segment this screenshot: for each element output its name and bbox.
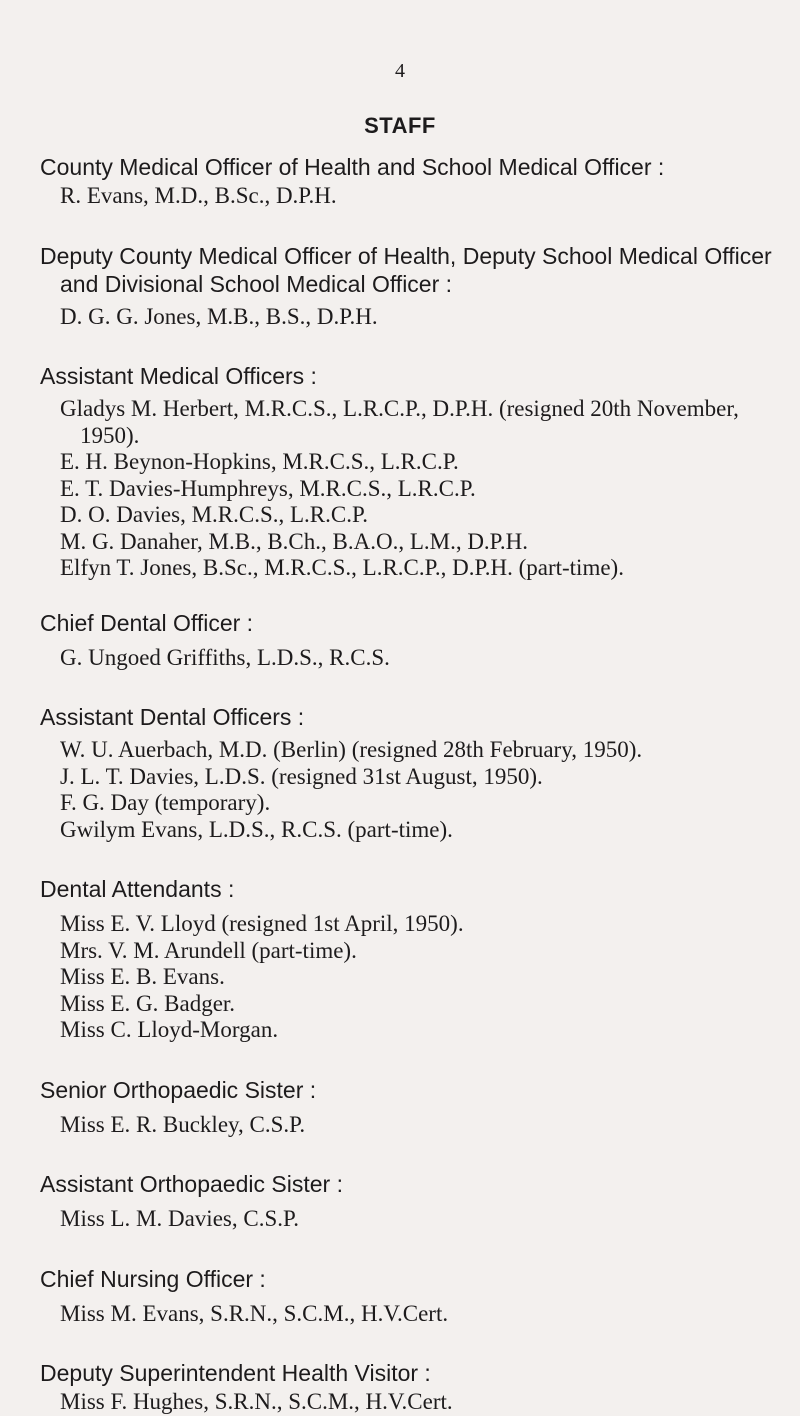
- page-title: STAFF: [364, 113, 436, 138]
- staff-entry: Miss F. Hughes, S.R.N., S.C.M., H.V.Cert.: [60, 1389, 453, 1414]
- section-heading: Assistant Dental Officers :: [40, 704, 305, 730]
- section-heading: Deputy Superintendent Health Visitor :: [40, 1360, 431, 1386]
- section-chief-nursing-officer: [40, 1265, 792, 1328]
- section-heading: County Medical Officer of Health and School Medical Officer :: [40, 154, 665, 180]
- staff-entry: Miss L. M. Davies, C.S.P.: [60, 1206, 299, 1231]
- section-senior-orthopaedic-sister: [40, 1076, 792, 1139]
- section-assistant-medical-officers: [40, 362, 792, 582]
- staff-entry: Miss E. V. Lloyd (resigned 1st April, 1950).: [60, 911, 464, 936]
- staff-entry: Elfyn T. Jones, B.Sc., M.R.C.S., L.R.C.P., D.P.H. (part-time).: [60, 555, 624, 580]
- section-deputy-county-medical-officer: [40, 242, 792, 331]
- staff-entry: Miss C. Lloyd-Morgan.: [60, 1017, 279, 1042]
- section-heading: Assistant Medical Officers :: [40, 363, 317, 389]
- section-heading: Chief Dental Officer :: [40, 609, 254, 636]
- staff-entry: J. L. T. Davies, L.D.S. (resigned 31st August, 1950).: [60, 763, 543, 789]
- page-number: 4: [395, 60, 405, 82]
- staff-entry: E. T. Davies-Humphreys, M.R.C.S., L.R.C.P.: [60, 475, 476, 501]
- staff-entry: F. G. Day (temporary).: [60, 790, 271, 815]
- staff-entry: Gladys M. Herbert, M.R.C.S., L.R.C.P., D.P.H. (resigned 20th November, 1950).: [60, 396, 739, 448]
- section-heading: Dental Attendants :: [40, 876, 235, 902]
- staff-entry: Gwilym Evans, L.D.S., R.C.S. (part-time).: [60, 816, 453, 842]
- staff-entry: D. O. Davies, M.R.C.S., L.R.C.P.: [60, 502, 368, 527]
- staff-entry: G. Ungoed Griffiths, L.D.S., R.C.S.: [60, 644, 390, 670]
- staff-entry: Miss E. B. Evans.: [60, 964, 225, 989]
- staff-entry: R. Evans, M.D., B.Sc., D.P.H.: [60, 183, 337, 208]
- staff-entry: Mrs. V. M. Arundell (part-time).: [60, 937, 357, 963]
- section-heading: Senior Orthopaedic Sister :: [40, 1076, 317, 1103]
- section-assistant-dental-officers: [40, 703, 792, 843]
- section-county-medical-officer: [40, 153, 792, 210]
- staff-entry: Miss M. Evans, S.R.N., S.C.M., H.V.Cert.: [60, 1300, 449, 1326]
- section-chief-dental-officer: [40, 609, 792, 672]
- staff-entry: M. G. Danaher, M.B., B.Ch., B.A.O., L.M., D.P.H.: [60, 528, 529, 554]
- section-heading: Chief Nursing Officer :: [40, 1265, 266, 1292]
- staff-entry: Miss E. R. Buckley, C.S.P.: [60, 1111, 306, 1137]
- section-heading: Deputy County Medical Officer of Health, Deputy School Medical Officer and Divisional School Medical Officer :: [40, 242, 772, 297]
- staff-entry: W. U. Auerbach, M.D. (Berlin) (resigned 28th February, 1950).: [60, 737, 643, 762]
- section-deputy-superintendent-health-visitor: [40, 1359, 792, 1416]
- section-assistant-orthopaedic-sister: [40, 1170, 792, 1233]
- staff-entry: Miss E. G. Badger.: [60, 990, 236, 1016]
- staff-entry: D. G. G. Jones, M.B., B.S., D.P.H.: [60, 303, 378, 329]
- staff-entry: E. H. Beynon-Hopkins, M.R.C.S., L.R.C.P.: [60, 449, 459, 474]
- section-dental-attendants: [40, 875, 792, 1044]
- section-heading: Assistant Orthopaedic Sister :: [40, 1171, 343, 1197]
- staff-list: [40, 153, 792, 1416]
